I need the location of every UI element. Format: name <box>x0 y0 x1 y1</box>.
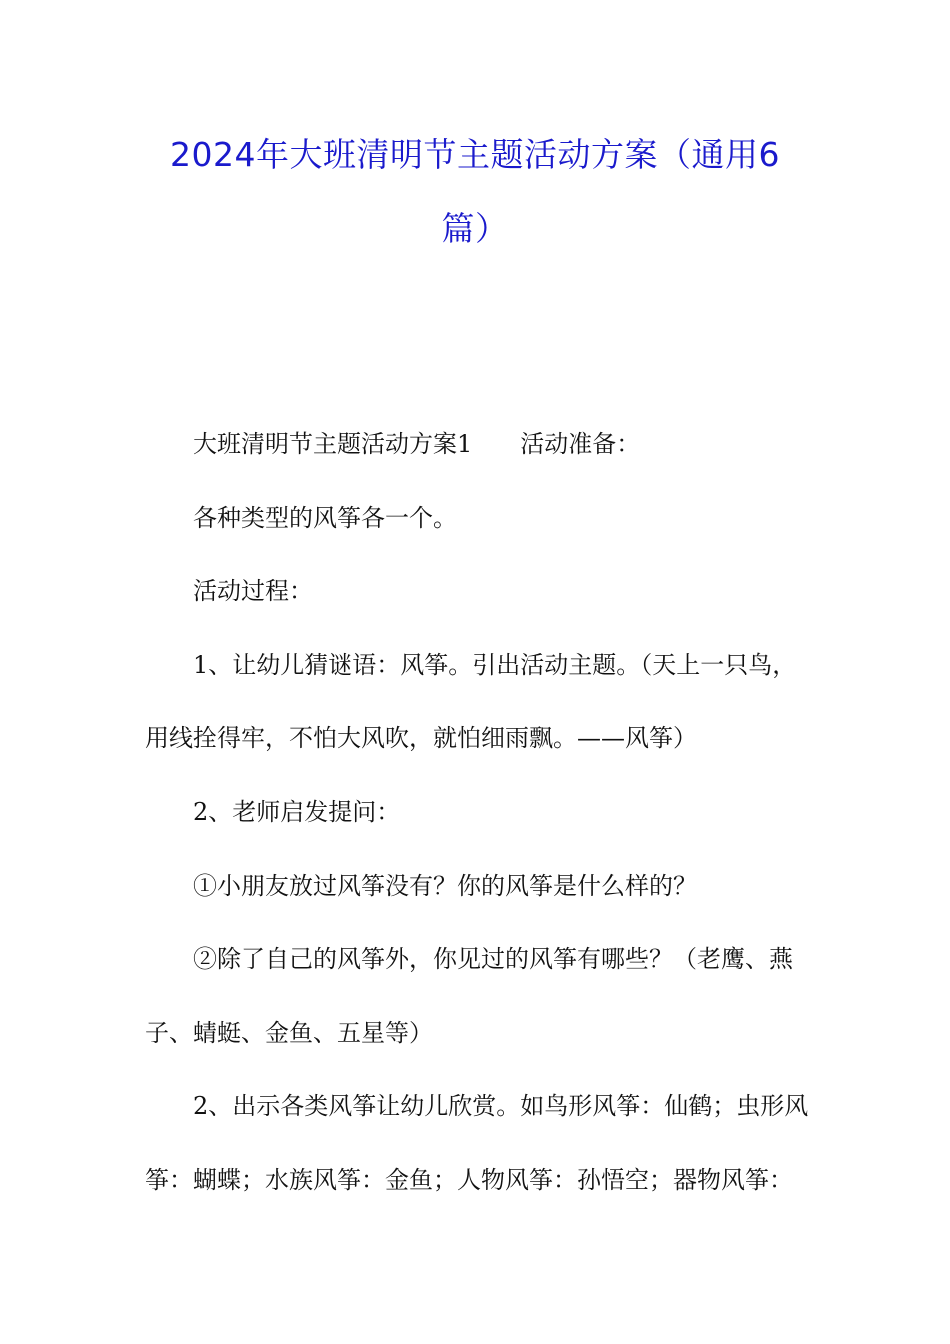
paragraph: 2、老师启发提问： <box>193 797 401 826</box>
section-heading-line <box>145 408 810 482</box>
title-line-2: 篇） <box>441 209 509 248</box>
document-title <box>140 118 810 266</box>
section-heading: 大班清明节主题活动方案1 <box>193 430 473 458</box>
paragraph: ②除了自己的风筝外，你见过的风筝有哪些？（老鹰、燕 <box>193 945 793 974</box>
paragraph: 2、出示各类风筝让幼儿欣赏。如鸟形风筝：仙鹤；虫形风 <box>193 1092 809 1121</box>
paragraph: 用线拴得牢，不怕大风吹，就怕细雨飘。——风筝） <box>145 724 697 753</box>
paragraph: 筝：蝴蝶；水族风筝：金鱼；人物风筝：孙悟空；器物风筝： <box>145 1165 793 1194</box>
paragraph: ①小朋友放过风筝没有？你的风筝是什么样的？ <box>193 871 697 900</box>
title-line-1: 2024年大班清明节主题活动方案（通用6 <box>170 135 780 174</box>
paragraph: 各种类型的风筝各一个。 <box>193 503 457 532</box>
paragraph: 活动过程： <box>193 577 313 606</box>
document-body <box>145 408 810 1218</box>
paragraph: 子、蜻蜓、金鱼、五星等） <box>145 1018 433 1047</box>
section-label-preparation: 活动准备： <box>520 430 641 458</box>
paragraph: 1、让幼儿猜谜语：风筝。引出活动主题。（天上一只鸟， <box>193 650 797 679</box>
